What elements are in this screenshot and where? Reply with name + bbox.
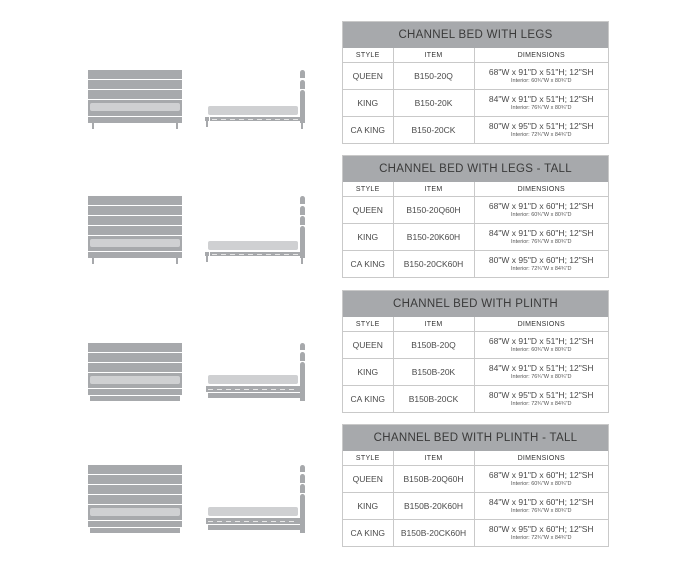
column-header-style: STYLE	[343, 182, 393, 197]
item-cell: B150-20Q	[393, 63, 474, 90]
interior-text: Interior: 72¾"W x 84¾"D	[511, 401, 572, 407]
column-header-item: ITEM	[393, 317, 474, 332]
interior-text: Interior: 60¾"W x 80¾"D	[511, 347, 572, 353]
interior-text: Interior: 72¾"W x 84¾"D	[511, 266, 572, 272]
dimensions-cell	[474, 493, 608, 520]
style-cell: QUEEN	[343, 63, 393, 90]
item-cell: B150B-20K	[393, 359, 474, 386]
dimensions-text: 68"W x 91"D x 60"H; 12"SH	[488, 470, 594, 480]
style-cell: QUEEN	[343, 466, 393, 493]
spec-table	[342, 424, 609, 547]
column-header-dimensions: DIMENSIONS	[474, 182, 608, 197]
interior-text: Interior: 60¾"W x 80¾"D	[511, 212, 572, 218]
column-header-dimensions: DIMENSIONS	[474, 317, 608, 332]
dimensions-text: 84"W x 91"D x 60"H; 12"SH	[488, 228, 594, 238]
dimensions-text: 80"W x 95"D x 51"H; 12"SH	[488, 121, 594, 131]
table-row	[343, 520, 608, 547]
table-row	[343, 493, 608, 520]
dimensions-text: 80"W x 95"D x 51"H; 12"SH	[488, 390, 594, 400]
column-header-dimensions: DIMENSIONS	[474, 48, 608, 63]
style-cell: CA KING	[343, 520, 393, 547]
item-cell: B150-20K60H	[393, 224, 474, 251]
style-cell: KING	[343, 493, 393, 520]
table-title: CHANNEL BED WITH LEGS	[343, 22, 608, 48]
dimensions-text: 68"W x 91"D x 60"H; 12"SH	[488, 201, 594, 211]
style-cell: KING	[343, 90, 393, 117]
interior-text: Interior: 60¾"W x 80¾"D	[511, 481, 572, 487]
interior-text: Interior: 76¾"W x 80¾"D	[511, 508, 572, 514]
table-row	[343, 466, 608, 493]
column-header-dimensions: DIMENSIONS	[474, 451, 608, 466]
interior-text: Interior: 60¾"W x 80¾"D	[511, 78, 572, 84]
style-cell: QUEEN	[343, 197, 393, 224]
column-header-style: STYLE	[343, 451, 393, 466]
item-cell: B150-20Q60H	[393, 197, 474, 224]
front-view-bed-illustration	[88, 465, 182, 535]
dimensions-text: 68"W x 91"D x 51"H; 12"SH	[488, 336, 594, 346]
table-title: CHANNEL BED WITH PLINTH	[343, 291, 608, 317]
style-cell: KING	[343, 359, 393, 386]
item-cell: B150-20CK60H	[393, 251, 474, 278]
column-header-item: ITEM	[393, 48, 474, 63]
dimensions-text: 68"W x 91"D x 51"H; 12"SH	[488, 67, 594, 77]
style-cell: CA KING	[343, 251, 393, 278]
dimensions-text: 84"W x 91"D x 51"H; 12"SH	[488, 363, 594, 373]
style-cell: CA KING	[343, 386, 393, 413]
dimensions-text: 80"W x 95"D x 60"H; 12"SH	[488, 255, 594, 265]
item-cell: B150B-20Q	[393, 332, 474, 359]
item-cell: B150-20K	[393, 90, 474, 117]
column-header-style: STYLE	[343, 317, 393, 332]
interior-text: Interior: 72¾"W x 84¾"D	[511, 132, 572, 138]
item-cell: B150B-20Q60H	[393, 466, 474, 493]
column-header-style: STYLE	[343, 48, 393, 63]
dimensions-text: 84"W x 91"D x 60"H; 12"SH	[488, 497, 594, 507]
item-cell: B150B-20CK60H	[393, 520, 474, 547]
table-title: CHANNEL BED WITH PLINTH - TALL	[343, 425, 608, 451]
dimensions-cell	[474, 466, 608, 493]
table-title: CHANNEL BED WITH LEGS - TALL	[343, 156, 608, 182]
style-cell: KING	[343, 224, 393, 251]
interior-text: Interior: 76¾"W x 80¾"D	[511, 239, 572, 245]
item-cell: B150B-20CK	[393, 386, 474, 413]
style-cell: QUEEN	[343, 332, 393, 359]
item-cell: B150-20CK	[393, 117, 474, 144]
dimensions-text: 84"W x 91"D x 51"H; 12"SH	[488, 94, 594, 104]
column-header-item: ITEM	[393, 182, 474, 197]
interior-text: Interior: 72¾"W x 84¾"D	[511, 535, 572, 541]
dimensions-cell	[474, 520, 608, 547]
item-cell: B150B-20K60H	[393, 493, 474, 520]
side-view-bed-illustration	[205, 465, 307, 535]
interior-text: Interior: 76¾"W x 80¾"D	[511, 374, 572, 380]
interior-text: Interior: 76¾"W x 80¾"D	[511, 105, 572, 111]
column-header-item: ITEM	[393, 451, 474, 466]
dimensions-text: 80"W x 95"D x 60"H; 12"SH	[488, 524, 594, 534]
style-cell: CA KING	[343, 117, 393, 144]
